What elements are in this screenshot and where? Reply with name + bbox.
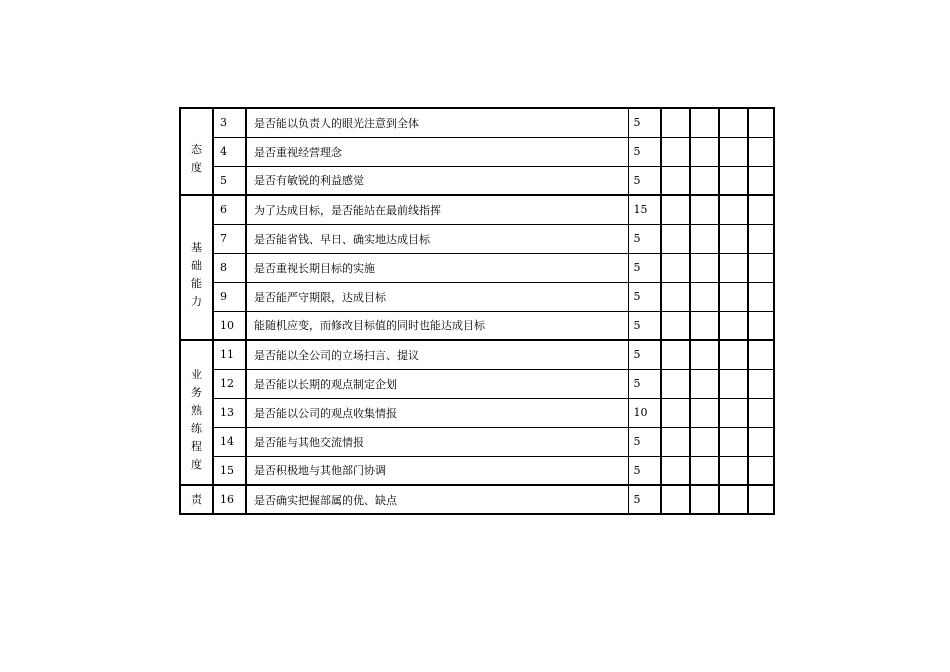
score-cell: 5 — [628, 166, 661, 195]
rating-cell — [690, 195, 719, 224]
rating-cell — [719, 195, 748, 224]
rating-cell — [719, 340, 748, 369]
rating-cell — [661, 108, 690, 137]
rating-cell — [748, 311, 774, 340]
item-number: 5 — [213, 166, 246, 195]
score-cell: 5 — [628, 485, 661, 514]
score-cell: 10 — [628, 398, 661, 427]
score-cell: 5 — [628, 253, 661, 282]
category-cell — [180, 108, 213, 195]
rating-cell — [690, 108, 719, 137]
item-text: 能随机应变，而修改目标值的同时也能达成目标 — [246, 311, 628, 340]
rating-cell — [748, 398, 774, 427]
rating-cell — [748, 166, 774, 195]
table-row — [180, 398, 774, 427]
category-cell — [180, 485, 213, 514]
rating-cell — [690, 398, 719, 427]
rating-cell — [719, 456, 748, 485]
item-number: 4 — [213, 137, 246, 166]
item-number: 3 — [213, 108, 246, 137]
item-number: 8 — [213, 253, 246, 282]
evaluation-table-body — [180, 108, 774, 514]
rating-cell — [661, 224, 690, 253]
rating-cell — [690, 311, 719, 340]
table-row — [180, 253, 774, 282]
item-text: 是否有敏锐的利益感觉 — [246, 166, 628, 195]
rating-cell — [661, 398, 690, 427]
evaluation-table — [179, 107, 775, 515]
rating-cell — [661, 253, 690, 282]
rating-cell — [661, 369, 690, 398]
item-number: 9 — [213, 282, 246, 311]
item-number: 11 — [213, 340, 246, 369]
score-cell: 15 — [628, 195, 661, 224]
table-row — [180, 282, 774, 311]
rating-cell — [690, 137, 719, 166]
item-text: 为了达成目标，是否能站在最前线指挥 — [246, 195, 628, 224]
table-row — [180, 427, 774, 456]
table-row — [180, 166, 774, 195]
rating-cell — [748, 224, 774, 253]
score-cell: 5 — [628, 340, 661, 369]
category-cell — [180, 340, 213, 485]
score-cell: 5 — [628, 282, 661, 311]
rating-cell — [748, 485, 774, 514]
rating-cell — [661, 456, 690, 485]
score-cell: 5 — [628, 456, 661, 485]
category-label: 责 — [191, 492, 202, 506]
rating-cell — [719, 253, 748, 282]
table-row — [180, 195, 774, 224]
rating-cell — [719, 166, 748, 195]
category-label: 态度 — [191, 142, 202, 174]
item-text: 是否能以全公司的立场扫言、提议 — [246, 340, 628, 369]
rating-cell — [661, 340, 690, 369]
item-number: 14 — [213, 427, 246, 456]
rating-cell — [690, 456, 719, 485]
rating-cell — [719, 398, 748, 427]
item-number: 7 — [213, 224, 246, 253]
rating-cell — [661, 137, 690, 166]
item-number: 6 — [213, 195, 246, 224]
table-row — [180, 311, 774, 340]
rating-cell — [719, 485, 748, 514]
table-row — [180, 224, 774, 253]
rating-cell — [661, 427, 690, 456]
rating-cell — [748, 282, 774, 311]
rating-cell — [661, 485, 690, 514]
item-number: 12 — [213, 369, 246, 398]
rating-cell — [661, 195, 690, 224]
rating-cell — [719, 369, 748, 398]
table-row — [180, 340, 774, 369]
score-cell: 5 — [628, 311, 661, 340]
score-cell: 5 — [628, 137, 661, 166]
rating-cell — [748, 195, 774, 224]
rating-cell — [661, 311, 690, 340]
item-text: 是否能以公司的观点收集情报 — [246, 398, 628, 427]
rating-cell — [719, 224, 748, 253]
rating-cell — [719, 427, 748, 456]
score-cell: 5 — [628, 108, 661, 137]
rating-cell — [748, 456, 774, 485]
rating-cell — [748, 427, 774, 456]
table-row — [180, 485, 774, 514]
rating-cell — [690, 282, 719, 311]
item-number: 10 — [213, 311, 246, 340]
item-text: 是否重视长期目标的实施 — [246, 253, 628, 282]
rating-cell — [690, 166, 719, 195]
score-cell: 5 — [628, 369, 661, 398]
rating-cell — [719, 137, 748, 166]
item-number: 15 — [213, 456, 246, 485]
rating-cell — [690, 369, 719, 398]
item-number: 13 — [213, 398, 246, 427]
item-text: 是否积极地与其他部门协调 — [246, 456, 628, 485]
rating-cell — [748, 253, 774, 282]
item-text: 是否能与其他交流情报 — [246, 427, 628, 456]
item-text: 是否能以长期的观点制定企划 — [246, 369, 628, 398]
score-cell: 5 — [628, 427, 661, 456]
item-text: 是否能严守期限，达成目标 — [246, 282, 628, 311]
category-cell — [180, 195, 213, 340]
rating-cell — [748, 340, 774, 369]
item-number: 16 — [213, 485, 246, 514]
table-row — [180, 108, 774, 137]
table-row — [180, 456, 774, 485]
item-text: 是否重视经营理念 — [246, 137, 628, 166]
item-text: 是否能省钱、早日、确实地达成目标 — [246, 224, 628, 253]
item-text: 是否能以负责人的眼光注意到全体 — [246, 108, 628, 137]
rating-cell — [719, 282, 748, 311]
rating-cell — [661, 282, 690, 311]
table-row — [180, 137, 774, 166]
rating-cell — [719, 311, 748, 340]
table-row — [180, 369, 774, 398]
rating-cell — [690, 427, 719, 456]
rating-cell — [719, 108, 748, 137]
rating-cell — [661, 166, 690, 195]
rating-cell — [690, 340, 719, 369]
rating-cell — [748, 369, 774, 398]
rating-cell — [690, 224, 719, 253]
rating-cell — [748, 108, 774, 137]
item-text: 是否确实把握部属的优、缺点 — [246, 485, 628, 514]
rating-cell — [690, 485, 719, 514]
score-cell: 5 — [628, 224, 661, 253]
rating-cell — [748, 137, 774, 166]
rating-cell — [690, 253, 719, 282]
category-label: 业务熟练程度 — [191, 367, 202, 471]
category-label: 基础能力 — [191, 240, 202, 308]
